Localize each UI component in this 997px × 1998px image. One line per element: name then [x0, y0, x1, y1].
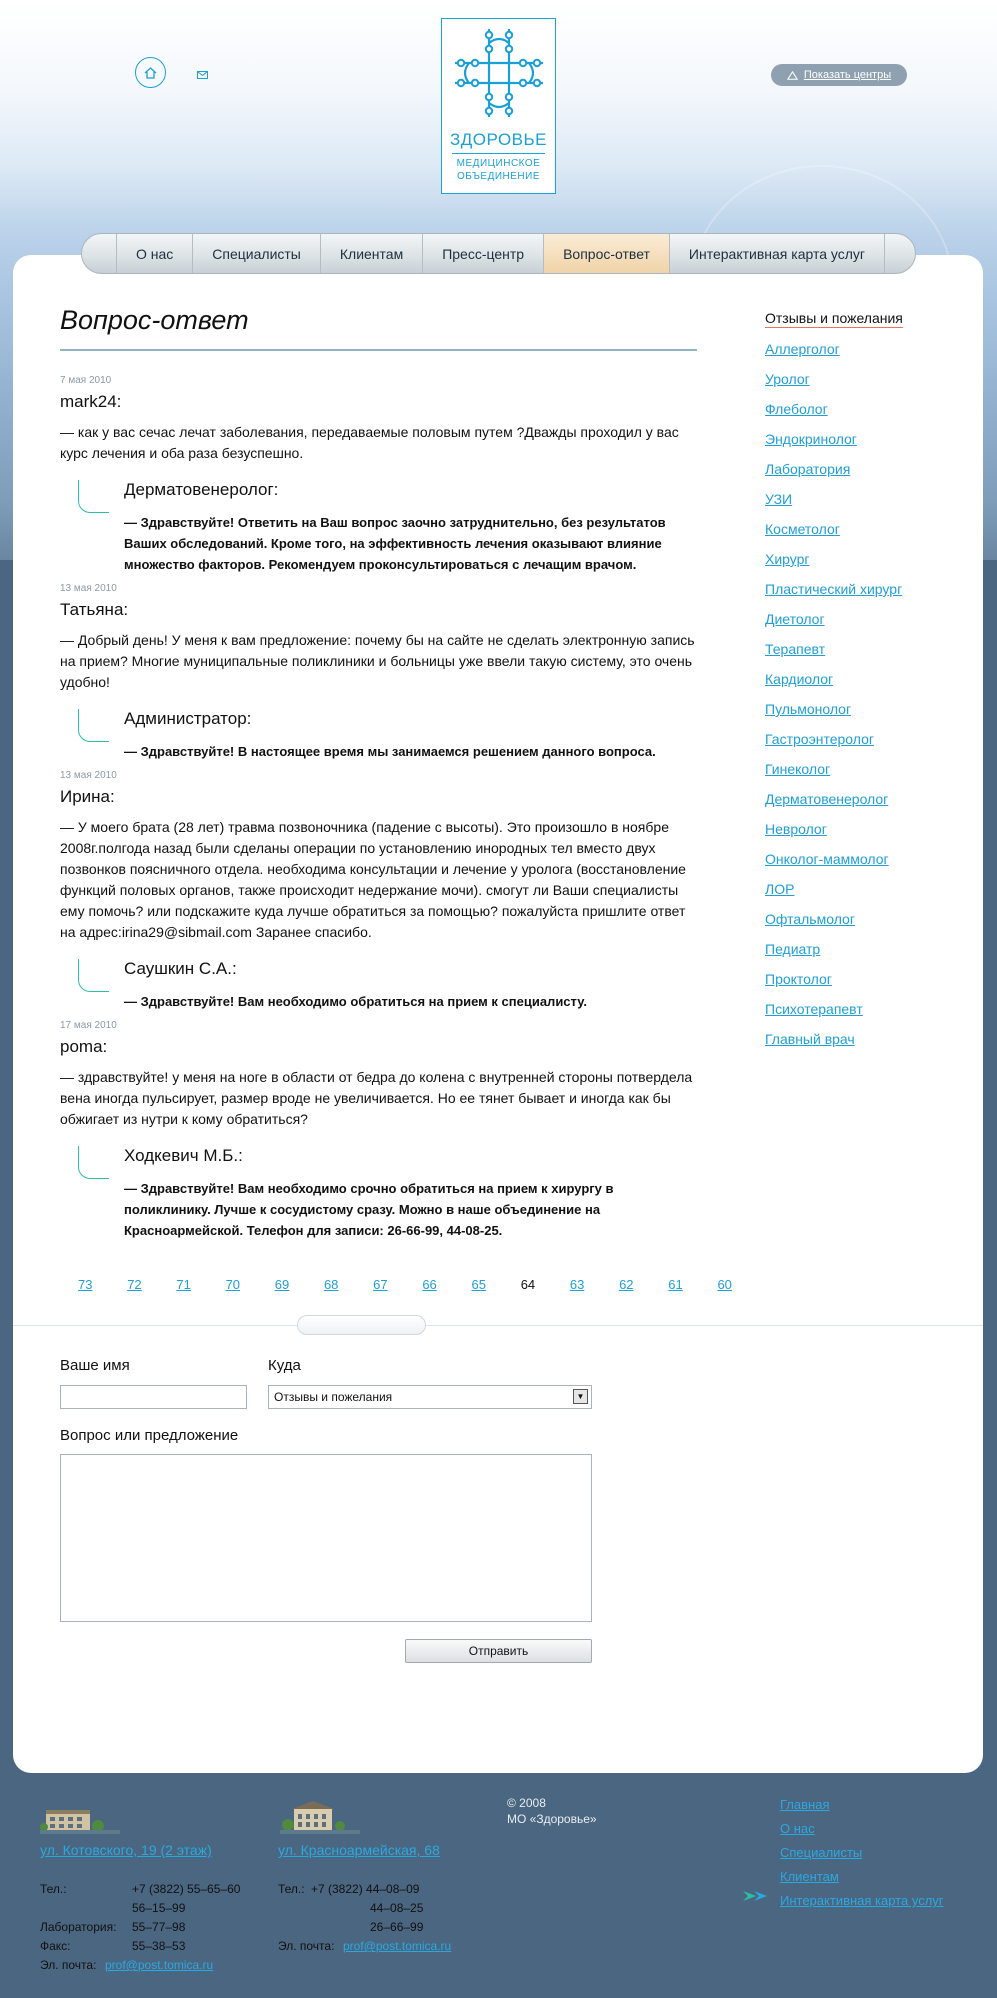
answer-text: — Здравствуйте! Вам необходимо срочно обратиться на прием к хирургу в поликлинику. Лучше к сосудистому сразу. Можно в наше объединение на Красноармейской. Телефон для записи: 26-66-99, 44-08-25. — [124, 1181, 614, 1238]
contact-label: Факс: — [40, 1939, 71, 1953]
page-link[interactable]: 73 — [78, 1277, 93, 1292]
sidebar-link[interactable]: Уролог — [765, 371, 810, 387]
contact-value: +7 (3822) 44–08–09 — [311, 1882, 420, 1896]
contact-value: +7 (3822) 55–65–60 — [132, 1882, 241, 1896]
organization-name: МО «Здоровье» — [507, 1812, 597, 1826]
contact-label: Лаборатория: — [40, 1920, 117, 1934]
footer-link-about[interactable]: О нас — [780, 1821, 815, 1836]
contact-value: 56–15–99 — [132, 1901, 186, 1915]
to-select[interactable] — [268, 1385, 592, 1409]
page-link[interactable]: 72 — [127, 1277, 142, 1292]
nav-item-qa[interactable]: Вопрос-ответ — [543, 234, 669, 273]
page-link[interactable]: 71 — [176, 1277, 191, 1292]
footer-nav — [780, 1793, 944, 1913]
post-date: 17 мая 2010 — [60, 1020, 117, 1031]
sidebar-link[interactable]: Пластический хирург — [765, 581, 903, 597]
logo-subtitle-line2: ОБЪЕДИНЕНИЕ — [456, 171, 541, 182]
answer-author: Дерматовенеролог: — [124, 480, 279, 499]
sidebar-link[interactable]: Эндокринолог — [765, 431, 857, 447]
form-divider — [13, 1325, 983, 1326]
answer-text: — Здравствуйте! В настоящее время мы занимаемся решением данного вопроса. — [124, 744, 656, 759]
sidebar-heading: Отзывы и пожелания — [765, 310, 903, 326]
copyright-year: © 2008 — [507, 1796, 546, 1810]
page-link[interactable]: 69 — [274, 1277, 290, 1292]
contact-value: 55–38–53 — [132, 1939, 186, 1953]
contact-value: 44–08–25 — [370, 1901, 424, 1915]
answer-hook-icon — [78, 959, 109, 992]
page-link[interactable]: 66 — [422, 1277, 437, 1292]
home-icon — [144, 67, 157, 79]
contact-value: 55–77–98 — [132, 1920, 186, 1934]
building-krasnoarmeyskaya-icon — [280, 1800, 360, 1834]
address-krasnoarmeyskaya-link[interactable]: ул. Красноармейская, 68 — [278, 1842, 440, 1858]
chevron-down-icon[interactable]: ▼ — [573, 1389, 588, 1404]
footer-link-home[interactable]: Главная — [780, 1797, 830, 1812]
email-label: Эл. почта: — [40, 1958, 97, 1972]
main-nav — [81, 233, 916, 274]
name-input[interactable] — [60, 1385, 247, 1409]
answer-hook-icon — [78, 709, 109, 742]
qa-item — [60, 583, 700, 762]
question-textarea[interactable] — [60, 1454, 592, 1622]
nav-item-clients[interactable]: Клиентам — [320, 234, 422, 273]
sidebar-link[interactable]: Проктолог — [765, 971, 832, 987]
post-date: 13 мая 2010 — [60, 770, 117, 781]
form-divider-tab — [297, 1315, 426, 1335]
qa-item — [60, 1020, 700, 1241]
current-page: 64 — [520, 1277, 536, 1292]
submit-button[interactable]: Отправить — [405, 1639, 592, 1663]
logo[interactable] — [441, 18, 556, 194]
sidebar-link[interactable]: Кардиолог — [765, 671, 834, 687]
sidebar-link[interactable]: УЗИ — [765, 491, 793, 507]
qa-list — [60, 375, 700, 1249]
contacts-kotovskogo — [40, 1880, 240, 1975]
sidebar-link[interactable]: ЛОР — [765, 881, 795, 897]
show-centers-button[interactable] — [771, 64, 907, 86]
page-title: Вопрос-ответ — [60, 305, 249, 335]
copyright — [507, 1795, 597, 1827]
sidebar-link[interactable]: Офтальмолог — [765, 911, 855, 927]
page-link[interactable]: 61 — [668, 1277, 683, 1292]
post-text: — здравствуйте! у меня на ноге в области от бедра до колена с внутренней стороны потвердела вена иногда пульсирует, размер вроде не увеличивается. Но ее тянет бывает и иногда как бы обжигает из нутри к кому обратиться? — [60, 1069, 693, 1127]
answer-hook-icon — [78, 1146, 109, 1179]
sidebar-link[interactable]: Дерматовенеролог — [765, 791, 889, 807]
page-link[interactable]: 62 — [619, 1277, 634, 1292]
email-link[interactable]: prof@post.tomica.ru — [105, 1958, 214, 1972]
nav-item-press[interactable]: Пресс-центр — [422, 234, 543, 273]
to-select-value: Отзывы и пожелания — [274, 1390, 393, 1404]
nav-item-specialists[interactable]: Специалисты — [192, 234, 320, 273]
sidebar-link[interactable]: Аллерголог — [765, 341, 840, 357]
sidebar-link[interactable]: Гастроэнтеролог — [765, 731, 874, 747]
logo-subtitle — [452, 153, 545, 183]
sidebar-link[interactable]: Пульмонолог — [765, 701, 852, 717]
answer-author: Саушкин С.А.: — [124, 959, 237, 978]
show-centers-label: Показать центры — [803, 69, 892, 81]
sidebar-link[interactable]: Флеболог — [765, 401, 828, 417]
answer-text: — Здравствуйте! Вам необходимо обратиться на прием к специалисту. — [124, 994, 587, 1009]
post-author: poma: — [60, 1037, 108, 1056]
mail-icon — [197, 71, 208, 79]
post-author: Ирина: — [60, 787, 115, 806]
sidebar-link[interactable]: Терапевт — [765, 641, 826, 657]
post-date: 13 мая 2010 — [60, 583, 117, 594]
contacts-krasnoarmeyskaya — [278, 1880, 451, 1956]
sidebar-link[interactable]: Педиатр — [765, 941, 821, 957]
sidebar-link[interactable]: Невролог — [765, 821, 827, 837]
mail-button[interactable] — [197, 66, 208, 82]
qa-item — [60, 770, 700, 1012]
page-link[interactable]: 67 — [373, 1277, 388, 1292]
post-date: 7 мая 2010 — [60, 375, 112, 386]
post-author: Татьяна: — [60, 600, 129, 619]
answer-text: — Здравствуйте! Ответить на Ваш вопрос заочно затруднительно, без результатов Ваших обследований. Кроме того, на эффективность лечения оказывают влияние множество факторов. Рекомендуем проконсультироваться с лечащим врачом. — [124, 515, 666, 572]
home-button[interactable] — [135, 57, 166, 88]
sidebar-link[interactable]: Онколог-маммолог — [765, 851, 889, 867]
footer-link-map[interactable]: Интерактивная карта услуг — [780, 1893, 944, 1908]
footer-link-clients[interactable]: Клиентам — [780, 1869, 839, 1884]
nav-item-about[interactable]: О нас — [116, 234, 192, 273]
sidebar-link[interactable]: Диетолог — [765, 611, 825, 627]
answer-author: Ходкевич М.Б.: — [124, 1146, 243, 1165]
sidebar-link[interactable]: Психотерапевт — [765, 1001, 863, 1017]
sidebar-link[interactable]: Гинеколог — [765, 761, 831, 777]
sidebar-link[interactable]: Главный врач — [765, 1031, 855, 1047]
post-text: — как у вас сечас лечат заболевания, передаваемые половым путем ?Дважды проходил у вас курс лечения и оба раза безуспешно. — [60, 424, 679, 461]
sidebar — [765, 310, 903, 1048]
name-label: Ваше имя — [60, 1357, 130, 1374]
sidebar-link[interactable]: Косметолог — [765, 521, 840, 537]
email-link[interactable]: prof@post.tomica.ru — [343, 1939, 452, 1953]
page-link[interactable]: 63 — [569, 1277, 585, 1292]
answer-author: Администратор: — [124, 709, 252, 728]
post-author: mark24: — [60, 392, 122, 411]
page-link[interactable]: 70 — [225, 1277, 241, 1292]
page-link[interactable]: 68 — [323, 1277, 339, 1292]
sidebar-link[interactable]: Хирург — [765, 551, 810, 567]
nav-item-map[interactable]: Интерактивная карта услуг — [669, 234, 885, 273]
page-link[interactable]: 65 — [471, 1277, 486, 1292]
logo-subtitle-line1: МЕДИЦИНСКОЕ — [456, 158, 541, 169]
post-text: — Добрый день! У меня к вам предложение: почему бы на сайте не сделать электронную запись на прием? Многие муниципальные поликлиники и больницы уже ввели такую систему, это очень удобно! — [60, 632, 695, 690]
page-link[interactable]: 60 — [717, 1277, 732, 1292]
contact-value: 26–66–99 — [370, 1920, 424, 1934]
pagination — [78, 1277, 767, 1292]
title-divider — [60, 349, 697, 351]
footer-link-specialists[interactable]: Специалисты — [780, 1845, 863, 1860]
address-kotovskogo-link[interactable]: ул. Котовского, 19 (2 этаж) — [40, 1842, 212, 1858]
contact-label: Тел.: — [40, 1882, 67, 1896]
question-label: Вопрос или предложение — [60, 1427, 239, 1444]
answer — [60, 1146, 700, 1241]
map-arrow-icon — [742, 1888, 772, 1904]
answer — [60, 480, 700, 575]
answer-hook-icon — [78, 480, 109, 513]
sidebar-link[interactable]: Лаборатория — [765, 461, 851, 477]
to-label: Куда — [268, 1357, 301, 1374]
building-kotovskogo-icon — [40, 1800, 120, 1834]
qa-item — [60, 375, 700, 575]
post-text: — У моего брата (28 лет) травма позвоночника (падение с высоты). Это произошло в ноябре 2008г.полгода назад были сделаны операции по установлению инородных тел вместо двух позвонков поясничного отдела. необходима консультации и лечение у уролога (восстановление функций половых органов, также происходит недержание мочи). смогут ли Ваши специалисты ему помочь? или подскажите куда лучше обратиться за помощью? пожалуйста пришлите ответ на адрес:irina29@sibmail.com Заранее спасибо. — [60, 819, 686, 940]
logo-cross-icon — [449, 23, 549, 123]
email-label: Эл. почта: — [278, 1939, 335, 1953]
logo-name: ЗДОРОВЬЕ — [449, 130, 548, 149]
triangle-icon — [787, 71, 798, 80]
answer — [60, 959, 700, 1012]
contact-label: Тел.: — [278, 1882, 305, 1896]
answer — [60, 709, 700, 762]
